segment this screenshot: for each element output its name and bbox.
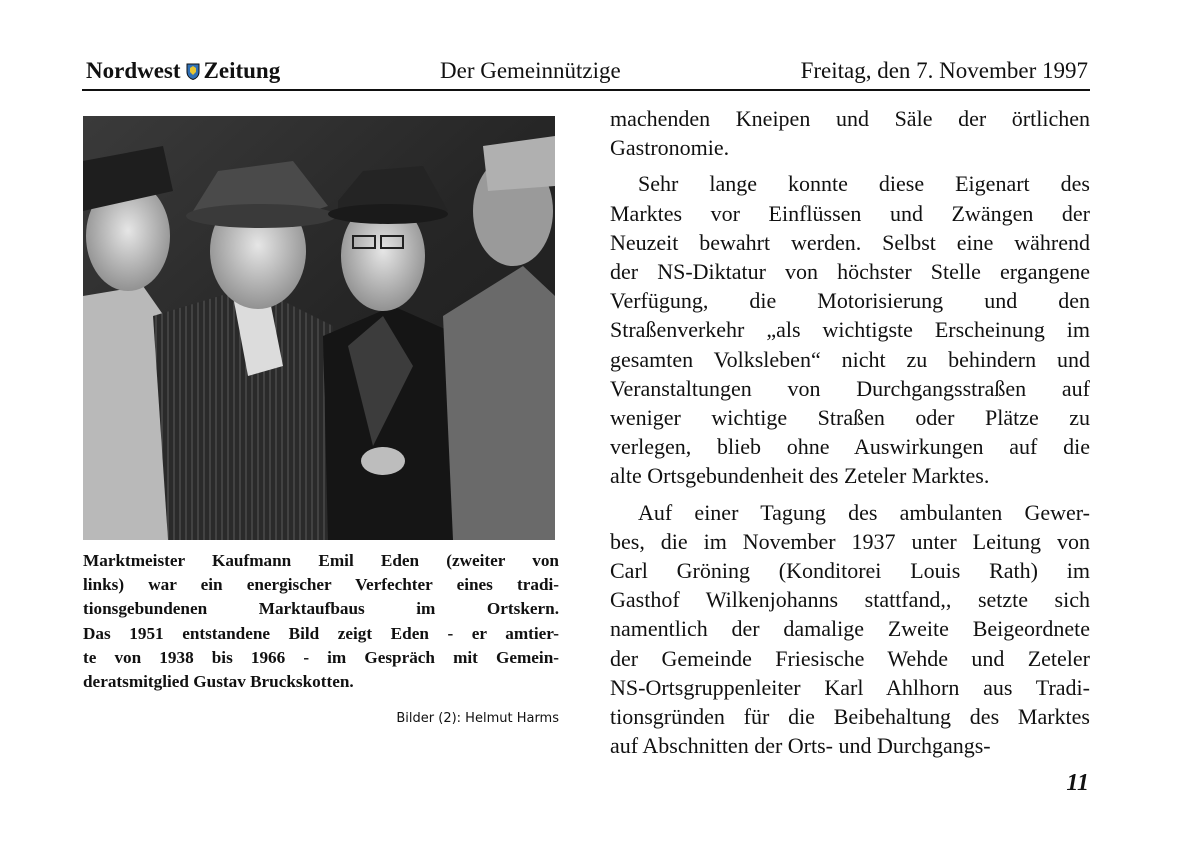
- caption-line: te von 1938 bis 1966 - im Gespräch mit Gemein-: [83, 647, 559, 667]
- masthead-word-1: Nordwest: [86, 58, 181, 83]
- photo-caption: [83, 549, 559, 694]
- text-line: weniger wichtige Straßen oder Plätze zu: [610, 405, 1090, 431]
- text-line: NS-Ortsgruppenleiter Karl Ahlhorn aus Tradi-: [610, 674, 1090, 700]
- text-line: alte Ortsgebundenheit des Zeteler Marktes.: [610, 463, 990, 489]
- caption-line: links) war ein energischer Verfechter eines tradi-: [83, 575, 559, 595]
- text-line: auf Abschnitten der Orts- und Durchgangs-: [610, 733, 991, 759]
- section-title: Der Gemeinnützige: [440, 58, 621, 83]
- caption-line: deratsmitglied Gustav Bruckskotten.: [83, 672, 354, 692]
- text-line: Veranstaltungen von Durchgangsstraßen auf: [610, 375, 1090, 401]
- historic-photo: [83, 116, 555, 540]
- masthead-word-2: Zeitung: [203, 58, 281, 83]
- text-line: Carl Gröning (Konditorei Louis Rath) im: [610, 558, 1090, 584]
- issue-date: Freitag, den 7. November 1997: [800, 58, 1088, 83]
- text-line: Gastronomie.: [610, 135, 730, 161]
- page-number: 11: [1066, 770, 1089, 796]
- text-line: der Gemeinde Friesische Wehde und Zeteler: [610, 645, 1090, 671]
- photo-credit: Bilder (2): Helmut Harms: [396, 711, 559, 726]
- paragraph: [610, 104, 1090, 162]
- text-line: der NS-Diktatur von höchster Stelle ergangene: [610, 259, 1090, 285]
- header-rule: [82, 89, 1090, 91]
- text-line: Auf einer Tagung des ambulanten Gewer-: [638, 499, 1090, 525]
- crest-icon: [186, 63, 200, 80]
- text-line: bes, die im November 1937 unter Leitung von: [610, 528, 1090, 554]
- text-line: gesamten Volksleben“ nicht zu behindern und: [610, 346, 1090, 372]
- photo-icon: [83, 116, 555, 540]
- text-line: Straßenverkehr „als wichtigste Erscheinung im: [610, 317, 1090, 343]
- text-line: machenden Kneipen und Säle der örtlichen: [610, 106, 1090, 131]
- text-line: Verfügung, die Motorisierung und den: [610, 288, 1090, 314]
- text-line: namentlich der damalige Zweite Beigeordnete: [610, 616, 1090, 642]
- text-line: Marktes vor Einflüssen und Zwängen der: [610, 200, 1090, 226]
- newspaper-masthead: [86, 58, 280, 84]
- page-header: [84, 58, 1090, 90]
- paragraph: [610, 498, 1090, 761]
- caption-line: tionsgebundenen Marktaufbaus im Ortskern.: [83, 599, 559, 619]
- paragraph: [610, 169, 1090, 490]
- caption-line: Marktmeister Kaufmann Emil Eden (zweiter von: [83, 551, 559, 570]
- caption-line: Das 1951 entstandene Bild zeigt Eden - er amtier-: [83, 623, 559, 643]
- article-column: [610, 104, 1090, 767]
- text-line: tionsgründen für die Beibehaltung des Marktes: [610, 704, 1090, 730]
- text-line: Gasthof Wilkenjohanns stattfand,, setzte sich: [610, 587, 1090, 613]
- text-line: Sehr lange konnte diese Eigenart des: [638, 171, 1090, 197]
- text-line: verlegen, blieb ohne Auswirkungen auf die: [610, 434, 1090, 460]
- text-line: Neuzeit bewahrt werden. Selbst eine während: [610, 229, 1090, 255]
